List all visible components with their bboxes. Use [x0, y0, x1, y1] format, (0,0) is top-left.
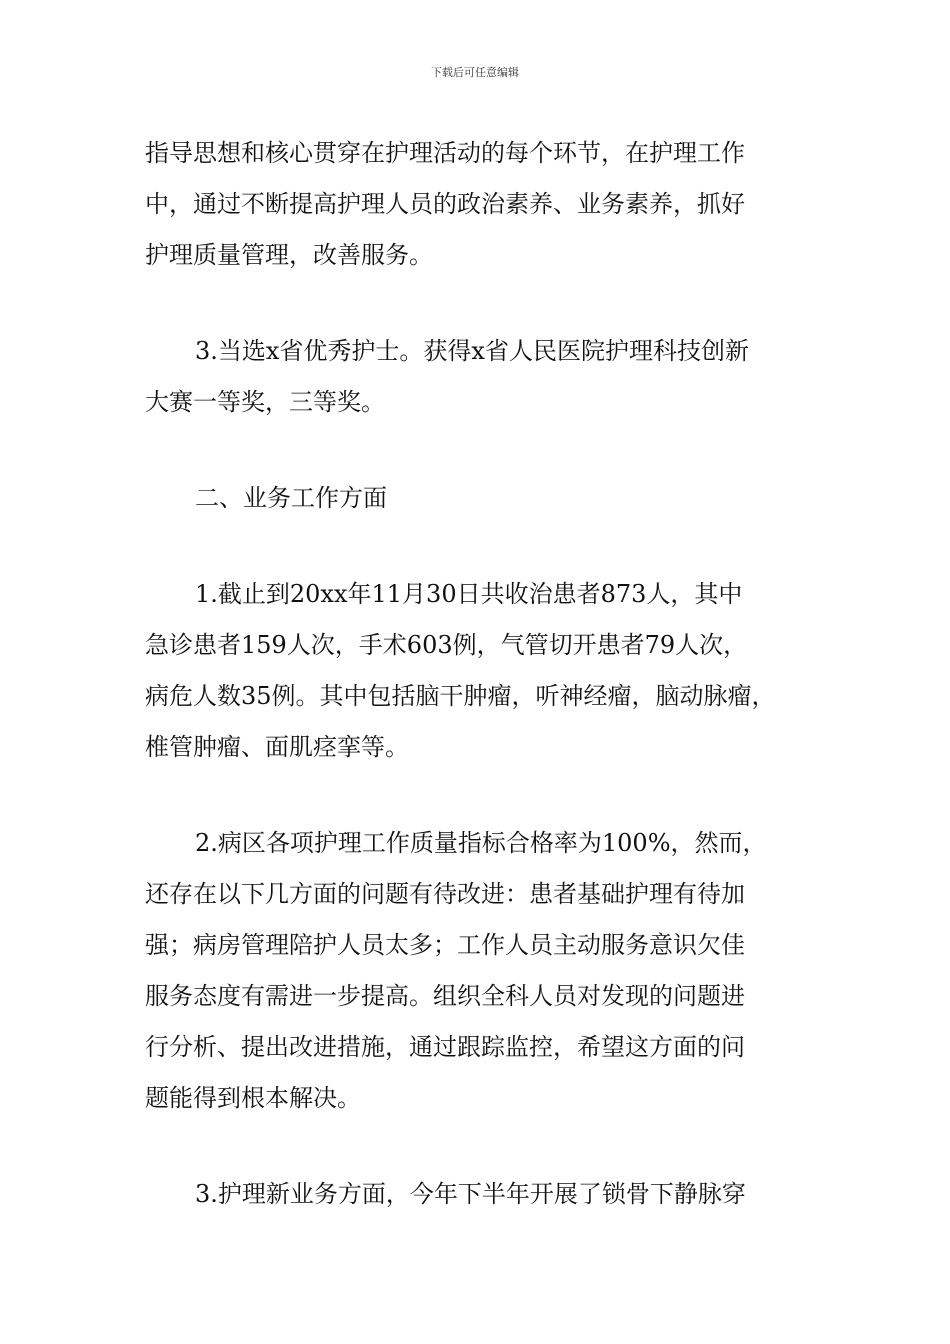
text-line: 椎管肿瘤、面肌痉挛等。	[145, 733, 409, 761]
text-line: 题能得到根本解决。	[145, 1084, 361, 1112]
text-line: 还存在以下几方面的问题有待改进：患者基础护理有待加	[145, 880, 745, 908]
paragraph-award	[145, 326, 825, 428]
section-title: 二、业务工作方面	[195, 484, 387, 512]
paragraph-patient-stats	[145, 569, 825, 773]
paragraph-guiding-thought	[145, 128, 825, 281]
text-line: 3.护理新业务方面，今年下半年开展了锁骨下静脉穿	[195, 1180, 746, 1208]
paragraph-quality-issues	[145, 818, 825, 1124]
text-line: 中，通过不断提高护理人员的政治素养、业务素养，抓好	[145, 190, 745, 218]
document-body	[145, 128, 825, 1220]
paragraph-new-business	[145, 1169, 825, 1220]
text-line: 3.当选x省优秀护士。获得x省人民医院护理科技创新	[195, 337, 749, 365]
text-line: 病危人数35例。其中包括脑干肿瘤，听神经瘤，脑动脉瘤，	[145, 682, 776, 710]
text-line: 急诊患者159人次，手术603例，气管切开患者79人次，	[145, 631, 748, 659]
text-line: 2.病区各项护理工作质量指标合格率为100%，然而，	[195, 829, 767, 857]
section-heading	[145, 473, 825, 524]
page-header-note: 下载后可任意编辑	[431, 66, 519, 79]
text-line: 服务态度有需进一步提高。组织全科人员对发现的问题进	[145, 982, 745, 1010]
text-line: 护理质量管理，改善服务。	[145, 241, 433, 269]
text-line: 行分析、提出改进措施，通过跟踪监控，希望这方面的问	[145, 1033, 745, 1061]
text-line: 大赛一等奖，三等奖。	[145, 388, 385, 416]
text-line: 指导思想和核心贯穿在护理活动的每个环节，在护理工作	[145, 139, 745, 167]
text-line: 强；病房管理陪护人员太多；工作人员主动服务意识欠佳	[145, 931, 745, 959]
text-line: 1.截止到20xx年11月30日共收治患者873人，其中	[195, 580, 743, 608]
